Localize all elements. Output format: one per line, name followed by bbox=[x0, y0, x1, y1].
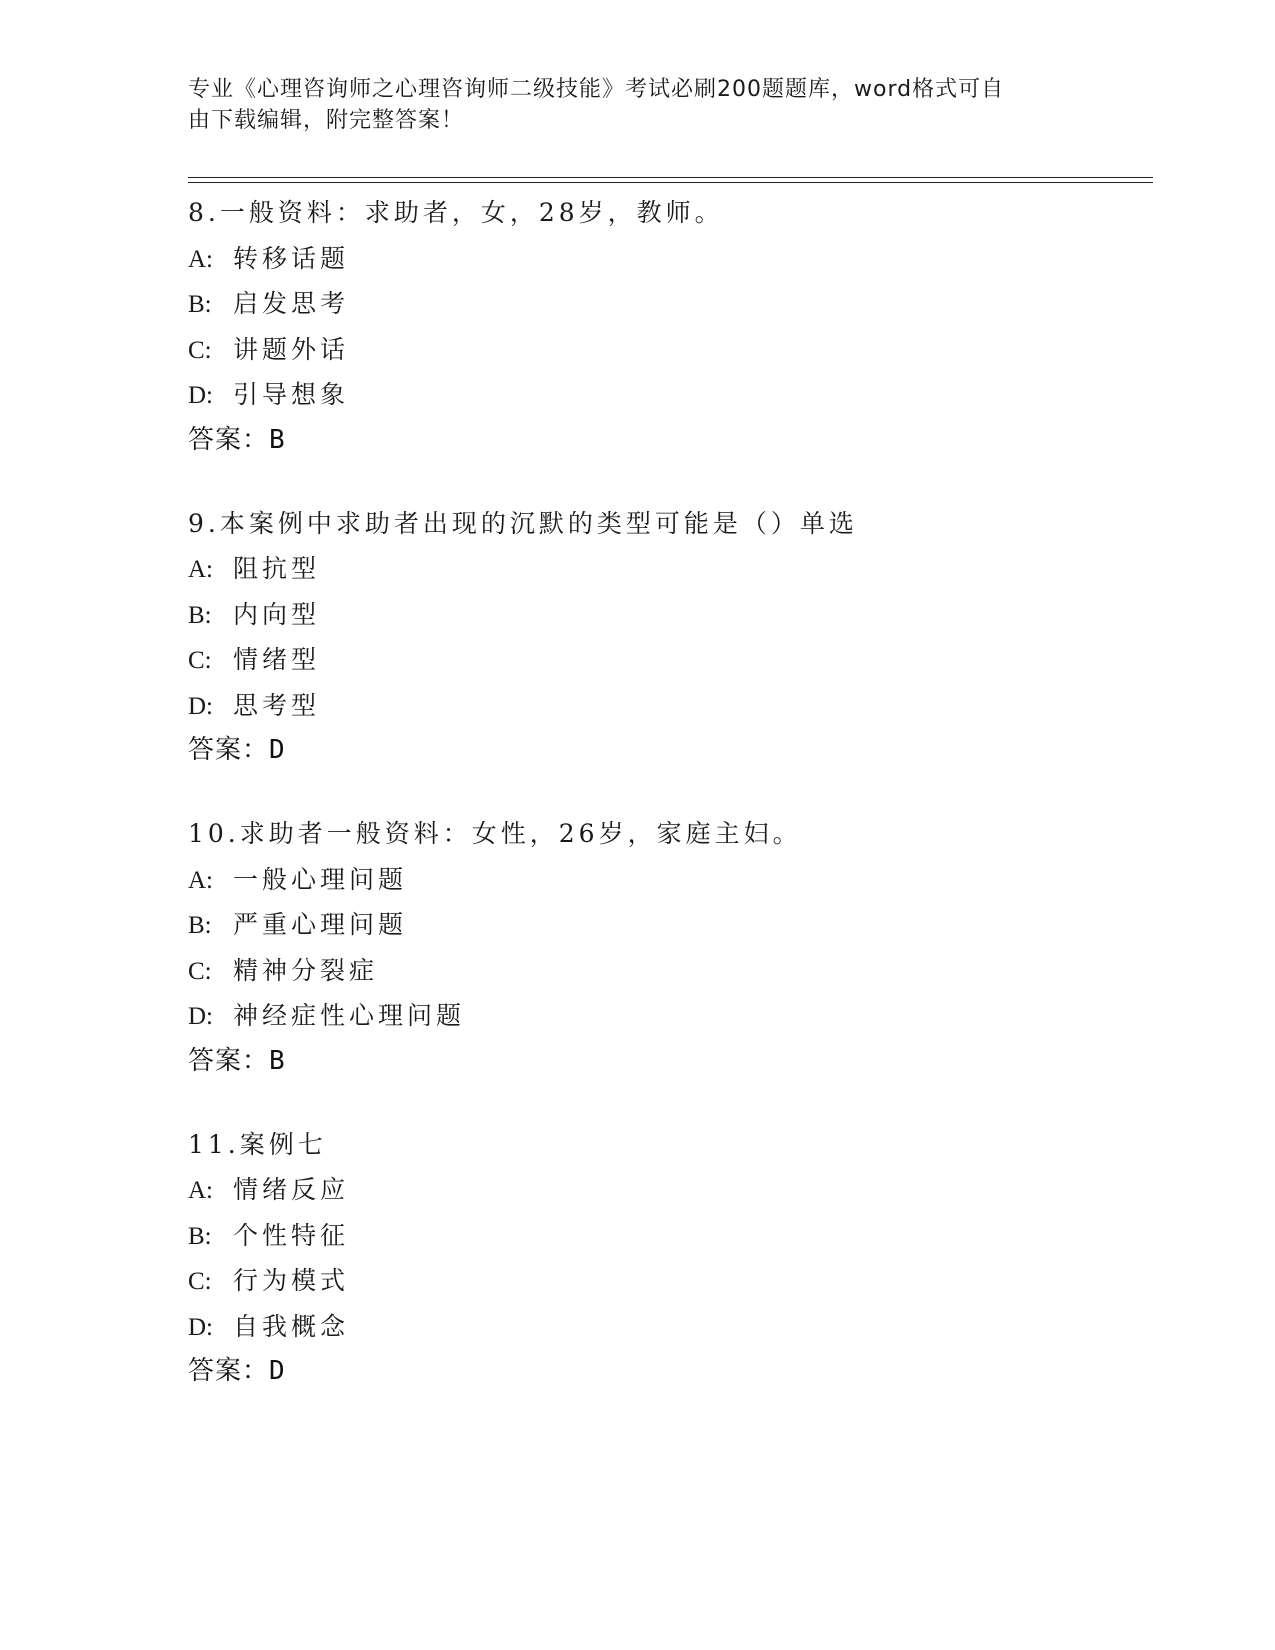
option-b bbox=[188, 902, 1153, 948]
option-letter: C: bbox=[188, 336, 212, 364]
option-letter: D: bbox=[188, 692, 213, 720]
option-letter: C: bbox=[188, 647, 212, 674]
question-list bbox=[188, 190, 1153, 1432]
answer-value: D bbox=[269, 1356, 286, 1386]
option-d bbox=[188, 993, 1153, 1039]
answer-label: 答案： bbox=[188, 735, 270, 765]
option-a bbox=[188, 236, 1153, 282]
question-11 bbox=[188, 1122, 1153, 1395]
option-c bbox=[188, 948, 1153, 994]
option-d bbox=[188, 683, 1153, 729]
answer-line bbox=[188, 418, 1153, 463]
option-letter: D: bbox=[188, 382, 213, 409]
header-line-1: 专业《心理咨询师之心理咨询师二级技能》考试必刷200题题库，word格式可自 bbox=[188, 77, 1005, 102]
answer-label: 答案： bbox=[188, 1045, 270, 1076]
option-text: 讲题外话 bbox=[233, 334, 350, 364]
option-text: 启发思考 bbox=[233, 289, 350, 318]
option-text: 引导想象 bbox=[233, 380, 350, 409]
option-d bbox=[188, 1304, 1153, 1350]
option-a bbox=[188, 857, 1153, 903]
option-text: 阻抗型 bbox=[233, 554, 321, 583]
option-letter: B: bbox=[188, 1222, 212, 1250]
option-letter: D: bbox=[188, 1313, 213, 1341]
option-text: 情绪反应 bbox=[233, 1175, 350, 1204]
option-text: 一般心理问题 bbox=[233, 864, 408, 894]
answer-label: 答案： bbox=[188, 1356, 270, 1386]
option-letter: A: bbox=[188, 556, 213, 583]
option-letter: C: bbox=[188, 957, 212, 985]
answer-value: D bbox=[269, 735, 286, 765]
question-stem: 9.本案例中求助者出现的沉默的类型可能是（）单选 bbox=[188, 508, 858, 538]
document-header bbox=[188, 74, 1068, 136]
option-d bbox=[188, 372, 1153, 418]
option-a bbox=[188, 546, 1153, 592]
option-c bbox=[188, 1258, 1153, 1304]
answer-line bbox=[188, 1349, 1153, 1394]
option-text: 内向型 bbox=[233, 599, 321, 629]
question-10 bbox=[188, 811, 1153, 1084]
option-letter: A: bbox=[188, 245, 213, 273]
option-c bbox=[188, 327, 1153, 373]
option-a bbox=[188, 1167, 1153, 1213]
answer-line bbox=[188, 1039, 1153, 1084]
option-text: 严重心理问题 bbox=[233, 910, 408, 939]
option-text: 情绪型 bbox=[233, 645, 321, 674]
answer-value: B bbox=[269, 1045, 286, 1076]
option-text: 思考型 bbox=[233, 690, 321, 720]
answer-value: B bbox=[269, 424, 286, 455]
option-text: 行为模式 bbox=[233, 1266, 350, 1295]
question-stem: 8.一般资料：求助者，女，28岁，教师。 bbox=[188, 198, 724, 227]
option-text: 个性特征 bbox=[233, 1220, 350, 1250]
option-text: 精神分裂症 bbox=[233, 955, 379, 985]
option-letter: B: bbox=[188, 601, 212, 629]
question-stem: 10.求助者一般资料：女性，26岁，家庭主妇。 bbox=[188, 819, 802, 848]
option-b bbox=[188, 592, 1153, 638]
option-b bbox=[188, 281, 1153, 327]
option-letter: D: bbox=[188, 1003, 213, 1030]
option-text: 自我概念 bbox=[233, 1311, 350, 1341]
header-divider-top bbox=[188, 177, 1153, 178]
option-letter: A: bbox=[188, 866, 213, 894]
answer-line bbox=[188, 728, 1153, 773]
header-line-2: 由下载编辑，附完整答案！ bbox=[188, 108, 465, 133]
question-stem: 11.案例七 bbox=[188, 1129, 327, 1159]
option-text: 转移话题 bbox=[233, 243, 350, 273]
header-divider-bottom bbox=[188, 182, 1153, 183]
option-text: 神经症性心理问题 bbox=[233, 1001, 466, 1030]
option-letter: C: bbox=[188, 1268, 212, 1295]
option-c bbox=[188, 637, 1153, 683]
option-b bbox=[188, 1213, 1153, 1259]
question-8 bbox=[188, 190, 1153, 463]
option-letter: B: bbox=[188, 912, 212, 939]
option-letter: B: bbox=[188, 291, 212, 318]
option-letter: A: bbox=[188, 1177, 213, 1204]
question-9 bbox=[188, 501, 1153, 774]
answer-label: 答案： bbox=[188, 424, 270, 455]
